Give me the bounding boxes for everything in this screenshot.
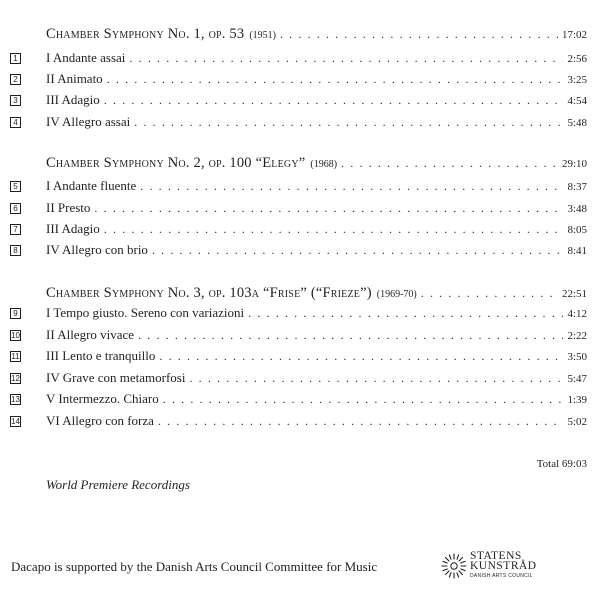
- track-duration: 4:54: [567, 95, 587, 107]
- dot-leader: [163, 392, 564, 407]
- dot-leader: [94, 201, 563, 216]
- track-row: [0, 413, 600, 431]
- track-duration: 3:50: [567, 351, 587, 363]
- track-duration: 2:56: [567, 53, 587, 65]
- track-duration: 8:37: [567, 181, 587, 193]
- track-duration: 5:47: [567, 373, 587, 385]
- track-line: [46, 413, 587, 431]
- track-number-box: 4: [10, 117, 21, 128]
- dot-leader: [248, 306, 563, 321]
- track-line: [46, 114, 587, 132]
- track-title: I Andante assai: [46, 50, 126, 65]
- statens-kunstrad-logo: [440, 550, 540, 582]
- track-duration: 1:39: [567, 394, 587, 406]
- track-title: I Tempo giusto. Sereno con variazioni: [46, 305, 245, 320]
- dot-leader: [158, 414, 564, 429]
- track-number-box: 5: [10, 181, 21, 192]
- track-duration: 5:02: [567, 416, 587, 428]
- dot-leader: [138, 328, 563, 343]
- work-year: (1969-70): [376, 289, 417, 300]
- track-title: IV Grave con metamorfosi: [46, 370, 186, 385]
- work-year: (1968): [310, 159, 338, 170]
- dot-leader: [341, 156, 558, 171]
- track-number-box: 11: [11, 352, 20, 361]
- track-row: [0, 200, 600, 218]
- track-number-box: 14: [11, 417, 20, 426]
- dot-leader: [140, 179, 563, 194]
- track-number-box: 12: [11, 374, 20, 383]
- track-line: [46, 221, 587, 239]
- track-title: V Intermezzo. Chiaro: [46, 391, 159, 406]
- logo-name-line2: KUNSTRÅD: [470, 560, 537, 572]
- logo-name-line1: STATENS: [470, 550, 522, 562]
- track-title: IV Allegro con brio: [46, 242, 148, 257]
- work-year: (1951): [249, 30, 276, 41]
- work-title: Chamber Symphony No. 3, op. 103a “Frise” (“Frieze”): [46, 285, 372, 301]
- track-line: [46, 242, 587, 260]
- dot-leader: [107, 72, 564, 87]
- track-row: [0, 71, 600, 89]
- dot-leader: [159, 349, 563, 364]
- track-title: III Adagio: [46, 92, 100, 107]
- track-title: II Allegro vivace: [46, 327, 135, 342]
- premiere-note: World Premiere Recordings: [46, 477, 190, 492]
- track-number-box: 10: [11, 331, 20, 340]
- work-header: [46, 26, 587, 44]
- logo-subtitle: DANISH ARTS COUNCIL: [470, 573, 533, 579]
- track-duration: 3:48: [567, 203, 587, 215]
- track-line: [46, 71, 587, 89]
- work-duration: 22:51: [561, 288, 587, 300]
- track-line: [46, 327, 587, 345]
- track-line: [46, 200, 587, 218]
- track-row: [0, 114, 600, 132]
- track-line: [46, 348, 587, 366]
- track-row: [0, 92, 600, 110]
- dot-leader: [280, 27, 558, 42]
- dot-leader: [134, 115, 563, 130]
- track-row: [0, 348, 600, 366]
- track-duration: 5:48: [567, 117, 587, 129]
- track-row: [0, 391, 600, 409]
- track-duration: 4:12: [567, 308, 587, 320]
- track-number-box: 7: [10, 224, 21, 235]
- work-title: Chamber Symphony No. 1, op. 53: [46, 26, 245, 42]
- track-title: VI Allegro con forza: [46, 413, 154, 428]
- track-row: [0, 327, 600, 345]
- track-row: [0, 221, 600, 239]
- track-title: III Adagio: [46, 221, 100, 236]
- track-row: [0, 178, 600, 196]
- dot-leader: [189, 371, 563, 386]
- track-row: [0, 50, 600, 68]
- track-line: [46, 370, 587, 388]
- track-number-box: 6: [10, 203, 21, 214]
- track-number-box: 1: [10, 53, 21, 64]
- track-duration: 8:05: [567, 224, 587, 236]
- work-duration: 17:02: [561, 29, 587, 41]
- logo-wordmark: [470, 551, 537, 571]
- track-title: II Presto: [46, 200, 91, 215]
- work-header: [46, 285, 587, 303]
- work-title: Chamber Symphony No. 2, op. 100 “Elegy”: [46, 155, 306, 171]
- track-number-box: 2: [10, 74, 21, 85]
- track-row: [0, 242, 600, 260]
- track-row: [0, 370, 600, 388]
- track-title: II Animato: [46, 71, 103, 86]
- track-number-box: 8: [10, 245, 21, 256]
- track-line: [46, 178, 587, 196]
- total-duration: Total 69:03: [536, 458, 587, 470]
- track-line: [46, 92, 587, 110]
- track-number-box: 3: [10, 95, 21, 106]
- track-duration: 2:22: [567, 330, 587, 342]
- sunburst-logo-icon: [440, 552, 468, 580]
- track-title: I Andante fluente: [46, 178, 137, 193]
- track-title: III Lento e tranquillo: [46, 348, 156, 363]
- track-row: [0, 305, 600, 323]
- track-title: IV Allegro assai: [46, 114, 131, 129]
- track-duration: 3:25: [567, 74, 587, 86]
- dot-leader: [129, 51, 563, 66]
- dot-leader: [104, 222, 564, 237]
- support-credit: Dacapo is supported by the Danish Arts Council Committee for Music: [11, 559, 378, 574]
- track-duration: 8:41: [567, 245, 587, 257]
- track-line: [46, 305, 587, 323]
- track-number-box: 13: [11, 395, 20, 404]
- track-line: [46, 391, 587, 409]
- dot-leader: [104, 93, 564, 108]
- track-line: [46, 50, 587, 68]
- dot-leader: [152, 243, 564, 258]
- work-header: [46, 155, 587, 173]
- track-number-box: 9: [10, 308, 21, 319]
- dot-leader: [421, 286, 558, 301]
- work-duration: 29:10: [561, 158, 587, 170]
